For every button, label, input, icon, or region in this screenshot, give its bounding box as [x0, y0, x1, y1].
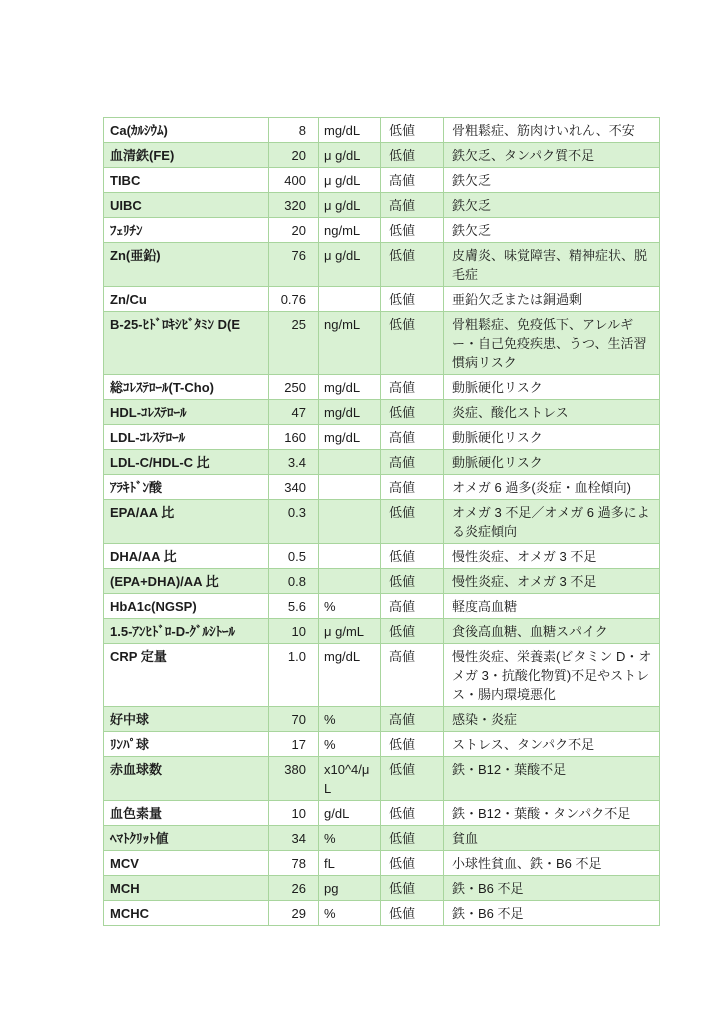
unit-cell: %: [319, 901, 381, 926]
unit-cell: mg/dL: [319, 118, 381, 143]
status-cell: 低値: [381, 757, 444, 801]
table-row: [104, 594, 660, 619]
value-cell: 26: [269, 876, 319, 901]
status-cell: 低値: [381, 901, 444, 926]
value-cell: 76: [269, 243, 319, 287]
value-cell: 380: [269, 757, 319, 801]
comment-cell: 軽度高血糖: [444, 594, 660, 619]
unit-cell: mg/dL: [319, 375, 381, 400]
status-cell: 高値: [381, 450, 444, 475]
unit-cell: [319, 475, 381, 500]
table-row: [104, 143, 660, 168]
comment-cell: 慢性炎症、オメガ 3 不足: [444, 544, 660, 569]
table-row: [104, 569, 660, 594]
comment-cell: 食後高血糖、血糖スパイク: [444, 619, 660, 644]
value-cell: 160: [269, 425, 319, 450]
table-row: [104, 801, 660, 826]
status-cell: 低値: [381, 801, 444, 826]
status-cell: 低値: [381, 732, 444, 757]
unit-cell: mg/dL: [319, 425, 381, 450]
unit-cell: pg: [319, 876, 381, 901]
status-cell: 低値: [381, 118, 444, 143]
blood-test-results-table: [103, 117, 660, 926]
unit-cell: x10^4/μ L: [319, 757, 381, 801]
test-name-cell: Ca(ｶﾙｼｳﾑ): [104, 118, 269, 143]
test-name-cell: LDL-ｺﾚｽﾃﾛｰﾙ: [104, 425, 269, 450]
status-cell: 低値: [381, 851, 444, 876]
comment-cell: 慢性炎症、栄養素(ビタミン D・オメガ 3・抗酸化物質)不足やストレス・腸内環境悪化: [444, 644, 660, 707]
unit-cell: μ g/dL: [319, 243, 381, 287]
status-cell: 低値: [381, 619, 444, 644]
test-name-cell: ｱﾗｷﾄﾞﾝ酸: [104, 475, 269, 500]
table-row: [104, 851, 660, 876]
comment-cell: ストレス、タンパク不足: [444, 732, 660, 757]
status-cell: 低値: [381, 876, 444, 901]
unit-cell: [319, 287, 381, 312]
table-row: [104, 757, 660, 801]
value-cell: 3.4: [269, 450, 319, 475]
test-name-cell: MCV: [104, 851, 269, 876]
value-cell: 20: [269, 218, 319, 243]
test-name-cell: Zn/Cu: [104, 287, 269, 312]
value-cell: 20: [269, 143, 319, 168]
comment-cell: 亜鉛欠乏または銅過剰: [444, 287, 660, 312]
status-cell: 低値: [381, 544, 444, 569]
value-cell: 25: [269, 312, 319, 375]
status-cell: 高値: [381, 475, 444, 500]
table-row: [104, 544, 660, 569]
value-cell: 1.0: [269, 644, 319, 707]
value-cell: 340: [269, 475, 319, 500]
test-name-cell: DHA/AA 比: [104, 544, 269, 569]
comment-cell: 皮膚炎、味覚障害、精神症状、脱毛症: [444, 243, 660, 287]
status-cell: 低値: [381, 312, 444, 375]
test-name-cell: HDL-ｺﾚｽﾃﾛｰﾙ: [104, 400, 269, 425]
table-row: [104, 425, 660, 450]
value-cell: 250: [269, 375, 319, 400]
comment-cell: 骨粗鬆症、筋肉けいれん、不安: [444, 118, 660, 143]
unit-cell: [319, 500, 381, 544]
value-cell: 10: [269, 619, 319, 644]
value-cell: 400: [269, 168, 319, 193]
table-row: [104, 876, 660, 901]
comment-cell: 動脈硬化リスク: [444, 375, 660, 400]
table-row: [104, 644, 660, 707]
table-row: [104, 287, 660, 312]
table-row: [104, 168, 660, 193]
unit-cell: ng/mL: [319, 218, 381, 243]
table-row: [104, 193, 660, 218]
value-cell: 29: [269, 901, 319, 926]
comment-cell: 小球性貧血、鉄・B6 不足: [444, 851, 660, 876]
comment-cell: 鉄・B12・葉酸不足: [444, 757, 660, 801]
test-name-cell: EPA/AA 比: [104, 500, 269, 544]
status-cell: 低値: [381, 143, 444, 168]
comment-cell: 動脈硬化リスク: [444, 425, 660, 450]
test-name-cell: 総ｺﾚｽﾃﾛｰﾙ(T-Cho): [104, 375, 269, 400]
test-name-cell: UIBC: [104, 193, 269, 218]
test-name-cell: ﾘﾝﾊﾟ球: [104, 732, 269, 757]
value-cell: 0.8: [269, 569, 319, 594]
status-cell: 低値: [381, 826, 444, 851]
comment-cell: 鉄欠乏: [444, 218, 660, 243]
table-row: [104, 400, 660, 425]
test-name-cell: 1.5-ｱﾝﾋﾄﾞﾛ-D-ｸﾞﾙｼﾄｰﾙ: [104, 619, 269, 644]
status-cell: 高値: [381, 644, 444, 707]
status-cell: 高値: [381, 594, 444, 619]
comment-cell: オメガ 3 不足／オメガ 6 過多による炎症傾向: [444, 500, 660, 544]
value-cell: 34: [269, 826, 319, 851]
test-name-cell: MCH: [104, 876, 269, 901]
value-cell: 70: [269, 707, 319, 732]
unit-cell: %: [319, 707, 381, 732]
table-row: [104, 732, 660, 757]
test-name-cell: Zn(亜鉛): [104, 243, 269, 287]
value-cell: 0.76: [269, 287, 319, 312]
status-cell: 高値: [381, 425, 444, 450]
unit-cell: %: [319, 732, 381, 757]
status-cell: 低値: [381, 569, 444, 594]
value-cell: 0.3: [269, 500, 319, 544]
unit-cell: μ g/mL: [319, 619, 381, 644]
comment-cell: 動脈硬化リスク: [444, 450, 660, 475]
unit-cell: ng/mL: [319, 312, 381, 375]
test-name-cell: B-25-ﾋﾄﾞﾛｷｼﾋﾞﾀﾐﾝ D(E: [104, 312, 269, 375]
value-cell: 5.6: [269, 594, 319, 619]
comment-cell: 鉄・B12・葉酸・タンパク不足: [444, 801, 660, 826]
table-row: [104, 118, 660, 143]
status-cell: 低値: [381, 243, 444, 287]
unit-cell: μ g/dL: [319, 168, 381, 193]
value-cell: 47: [269, 400, 319, 425]
comment-cell: 炎症、酸化ストレス: [444, 400, 660, 425]
test-name-cell: TIBC: [104, 168, 269, 193]
test-name-cell: ﾌｪﾘﾁﾝ: [104, 218, 269, 243]
test-name-cell: 赤血球数: [104, 757, 269, 801]
table-row: [104, 901, 660, 926]
status-cell: 低値: [381, 218, 444, 243]
status-cell: 高値: [381, 193, 444, 218]
value-cell: 17: [269, 732, 319, 757]
unit-cell: [319, 569, 381, 594]
comment-cell: 骨粗鬆症、免疫低下、アレルギー・自己免疫疾患、うつ、生活習慣病リスク: [444, 312, 660, 375]
unit-cell: g/dL: [319, 801, 381, 826]
status-cell: 低値: [381, 500, 444, 544]
unit-cell: %: [319, 594, 381, 619]
value-cell: 10: [269, 801, 319, 826]
test-name-cell: ﾍﾏﾄｸﾘｯﾄ値: [104, 826, 269, 851]
unit-cell: μ g/dL: [319, 143, 381, 168]
unit-cell: [319, 450, 381, 475]
value-cell: 8: [269, 118, 319, 143]
test-name-cell: 血色素量: [104, 801, 269, 826]
status-cell: 低値: [381, 400, 444, 425]
comment-cell: 鉄欠乏: [444, 168, 660, 193]
table-row: [104, 826, 660, 851]
status-cell: 高値: [381, 707, 444, 732]
status-cell: 高値: [381, 375, 444, 400]
comment-cell: 慢性炎症、オメガ 3 不足: [444, 569, 660, 594]
table-row: [104, 243, 660, 287]
table-row: [104, 619, 660, 644]
test-name-cell: MCHC: [104, 901, 269, 926]
test-name-cell: CRP 定量: [104, 644, 269, 707]
test-name-cell: HbA1c(NGSP): [104, 594, 269, 619]
value-cell: 320: [269, 193, 319, 218]
test-name-cell: 好中球: [104, 707, 269, 732]
unit-cell: mg/dL: [319, 400, 381, 425]
unit-cell: [319, 544, 381, 569]
test-name-cell: (EPA+DHA)/AA 比: [104, 569, 269, 594]
value-cell: 78: [269, 851, 319, 876]
table-row: [104, 450, 660, 475]
comment-cell: 貧血: [444, 826, 660, 851]
test-name-cell: LDL-C/HDL-C 比: [104, 450, 269, 475]
status-cell: 低値: [381, 287, 444, 312]
comment-cell: オメガ 6 過多(炎症・血栓傾向): [444, 475, 660, 500]
table-row: [104, 707, 660, 732]
table-row: [104, 218, 660, 243]
status-cell: 高値: [381, 168, 444, 193]
comment-cell: 鉄欠乏: [444, 193, 660, 218]
comment-cell: 鉄・B6 不足: [444, 876, 660, 901]
unit-cell: μ g/dL: [319, 193, 381, 218]
table-row: [104, 312, 660, 375]
table-row: [104, 375, 660, 400]
unit-cell: fL: [319, 851, 381, 876]
comment-cell: 感染・炎症: [444, 707, 660, 732]
table-row: [104, 500, 660, 544]
comment-cell: 鉄・B6 不足: [444, 901, 660, 926]
table-row: [104, 475, 660, 500]
value-cell: 0.5: [269, 544, 319, 569]
comment-cell: 鉄欠乏、タンパク質不足: [444, 143, 660, 168]
test-name-cell: 血清鉄(FE): [104, 143, 269, 168]
unit-cell: %: [319, 826, 381, 851]
table-body: [104, 118, 660, 926]
unit-cell: mg/dL: [319, 644, 381, 707]
